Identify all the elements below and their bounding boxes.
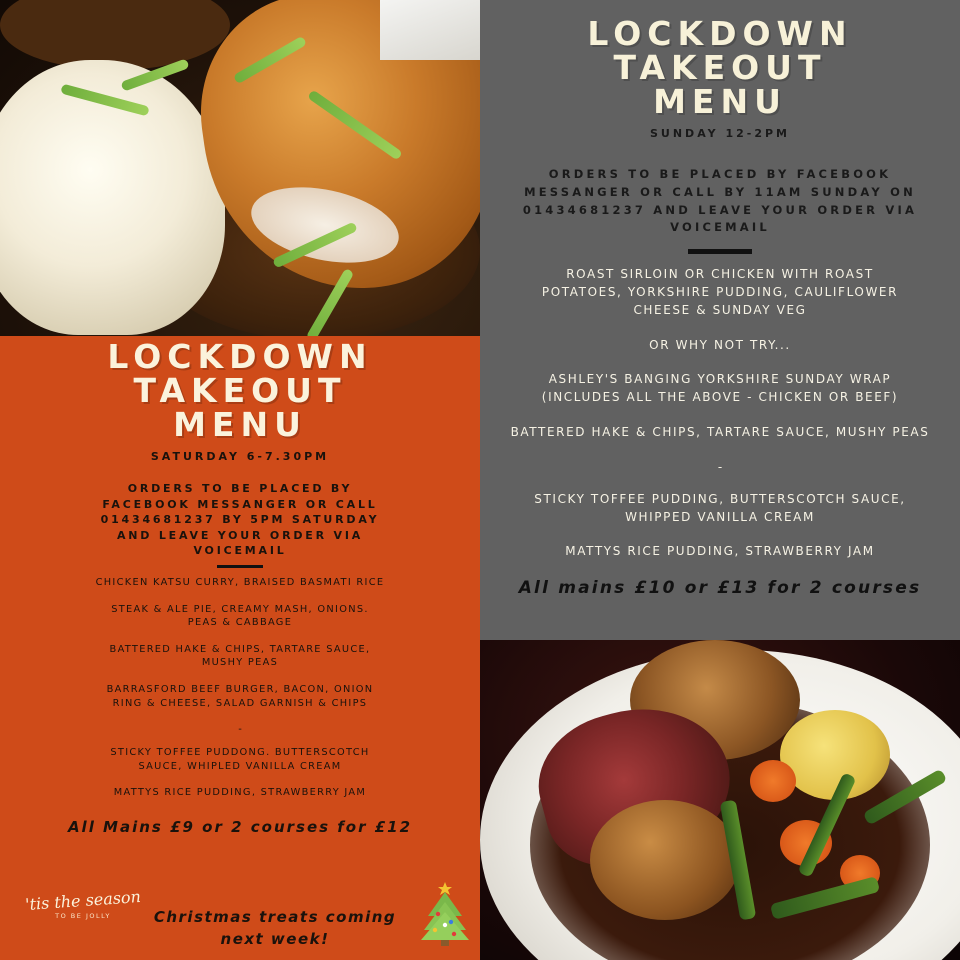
cauliflower-cheese bbox=[780, 710, 890, 800]
dessert-item: MATTYS RICE PUDDING, STRAWBERRY JAM bbox=[113, 787, 367, 799]
sunday-menu-items bbox=[480, 266, 960, 561]
christmas-tree-icon bbox=[418, 878, 472, 946]
menu-item: BATTERED HAKE & CHIPS, TARTARE SAUCE, MUSHY PEAS bbox=[510, 424, 930, 439]
title-line: MENU bbox=[173, 405, 307, 444]
roast-dinner-photo bbox=[480, 640, 960, 960]
divider bbox=[688, 249, 752, 254]
section-separator: - bbox=[238, 724, 242, 736]
title-line: TAKEOUT bbox=[613, 48, 827, 87]
dessert-item: STICKY TOFFEE PUDDONG. BUTTERSCOTCH SAUCE, WHIPLED VANILLA CREAM bbox=[110, 747, 370, 772]
saturday-menu-panel bbox=[0, 336, 480, 960]
katsu-curry-photo bbox=[0, 0, 480, 336]
saturday-menu-items bbox=[0, 576, 480, 800]
season-badge bbox=[18, 886, 148, 920]
menu-item: ROAST SIRLOIN OR CHICKEN WITH ROAST POTATOES, YORKSHIRE PUDDING, CAULIFLOWER CHEESE & SUNDAY VEG bbox=[541, 267, 899, 317]
curry-sauce bbox=[0, 0, 230, 70]
divider bbox=[217, 565, 263, 568]
season-script-text: 'tis the season bbox=[24, 886, 142, 915]
sunday-menu-title bbox=[480, 0, 960, 119]
menu-item: CHICKEN KATSU CURRY, BRAISED BASMATI RICE bbox=[95, 576, 385, 588]
menu-item: BATTERED HAKE & CHIPS, TARTARE SAUCE, MUSHY PEAS bbox=[109, 643, 371, 669]
title-line: MENU bbox=[653, 82, 787, 121]
sunday-menu-panel bbox=[480, 0, 960, 640]
menu-item: ASHLEY'S BANGING YORKSHIRE SUNDAY WRAP (INCLUDES ALL THE ABOVE - CHICKEN OR BEEF) bbox=[541, 372, 899, 405]
sunday-order-instructions: ORDERS TO BE PLACED BY FACEBOOK MESSANGER OR CALL BY 11AM SUNDAY ON 01434681237 AND LEAVE YOUR ORDER VIA VOICEMAIL bbox=[522, 167, 918, 235]
saturday-price: All Mains £9 or 2 courses for £12 bbox=[67, 817, 413, 836]
sunday-price: All mains £10 or £13 for 2 courses bbox=[518, 578, 922, 599]
or-try-text: OR WHY NOT TRY... bbox=[649, 337, 791, 352]
saturday-order-instructions: ORDERS TO BE PLACED BY FACEBOOK MESSANGER OR CALL 01434681237 BY 5PM SATURDAY AND LEAVE YOUR ORDER VIA VOICEMAIL bbox=[100, 482, 380, 558]
saturday-menu-title bbox=[0, 336, 480, 442]
section-separator: - bbox=[717, 459, 723, 474]
dessert-item: MATTYS RICE PUDDING, STRAWBERRY JAM bbox=[565, 544, 875, 559]
title-line: LOCKDOWN bbox=[107, 337, 373, 376]
saturday-time: SATURDAY 6-7.30PM bbox=[150, 450, 330, 463]
title-line: TAKEOUT bbox=[133, 371, 347, 410]
plate-edge bbox=[380, 0, 480, 60]
menu-item: STEAK & ALE PIE, CREAMY MASH, ONIONS. PEAS & CABBAGE bbox=[111, 603, 369, 629]
roast-potato bbox=[590, 800, 740, 920]
sunday-time: SUNDAY 12-2PM bbox=[650, 127, 790, 140]
carrot bbox=[750, 760, 796, 802]
title-line: LOCKDOWN bbox=[587, 14, 853, 53]
menu-item: BARRASFORD BEEF BURGER, BACON, ONION RING & CHEESE, SALAD GARNISH & CHIPS bbox=[106, 683, 374, 709]
season-subtext: TO BE JOLLY bbox=[55, 912, 111, 920]
dessert-item: STICKY TOFFEE PUDDING, BUTTERSCOTCH SAUCE, WHIPPED VANILLA CREAM bbox=[534, 491, 906, 524]
christmas-note: Christmas treats coming next week! bbox=[153, 908, 397, 948]
